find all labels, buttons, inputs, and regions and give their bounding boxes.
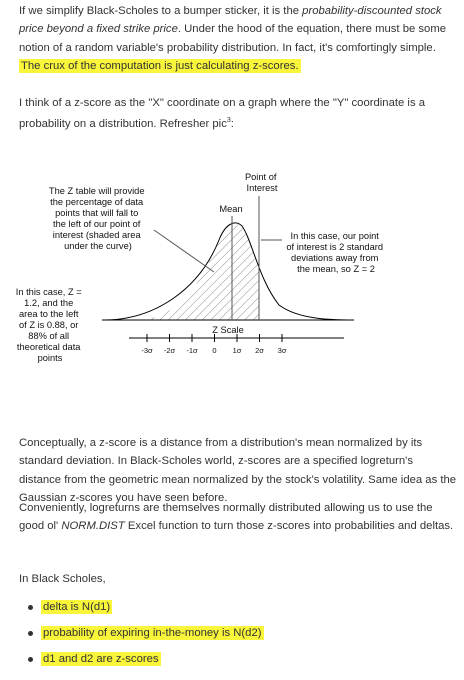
normal-distribution-diagram <box>14 160 404 400</box>
tick-label: 1σ <box>232 346 242 355</box>
z-score-figure <box>14 160 404 400</box>
tick-label: -3σ <box>141 346 153 355</box>
shaded-area <box>134 223 259 320</box>
list-item: d1 and d2 are z-scores <box>19 650 419 676</box>
convenient-paragraph <box>19 499 457 536</box>
intro-text-1: If we simplify Black-Scholes to a bumper sticker, it is the <box>19 5 303 17</box>
conceptual-paragraph: Conceptually, a z-score is a distance from a distribution's mean normalized by its standard deviation. In Black-Scholes world, z-scores are a specified logreturn's distance from the geometric mean normalized by the stock's volatility. Same idea as the Gaussian z-scores you have seen before. <box>19 437 457 504</box>
tick-label: -2σ <box>163 346 176 355</box>
intro-text-2: . Under the hood of the equation, there must be some notion of a random variable's probability distribution. In fact, it's comfortingly simple. <box>19 23 447 54</box>
highlighted-crux: The crux of the computation is just calculating z-scores. <box>21 59 299 72</box>
intro-emphasis: probability-discounted stock price beyond a fixed strike price <box>19 5 442 36</box>
footnote-link[interactable]: 3 <box>226 117 231 125</box>
tick-label: 0 <box>212 346 217 355</box>
tick-label: 2σ <box>255 346 264 355</box>
intro-paragraph <box>19 2 457 75</box>
tick-label: 3σ <box>277 346 287 355</box>
black-scholes-list <box>19 598 419 676</box>
convenient-text-2: Excel function to turn those z-scores into probabilities and deltas. <box>124 520 454 533</box>
norm-dist-emphasis: NORM.DIST <box>61 520 125 533</box>
label-z-table: The Z table will provide the percentage of data points that will fall to the left of our point of interest (shaded area under the curve) <box>48 186 145 251</box>
list-item: probability of expiring in-the-money is N(d2) <box>19 624 419 650</box>
black-scholes-heading: In Black Scholes, <box>19 573 106 585</box>
zscore-suffix: : <box>230 118 234 131</box>
zscore-paragraph <box>19 94 457 133</box>
list-item: delta is N(d1) <box>19 598 419 624</box>
convenient-text-1: Conveniently, logreturns are themselves normally distributed allowing us to use the good ol' <box>19 502 433 533</box>
label-case-right: In this case, our point of interest is 2 standard deviations away from the mean, so Z = 2 <box>286 231 384 274</box>
label-z-scale: Z Scale <box>212 325 244 335</box>
pointer-z-table <box>154 230 214 272</box>
tick-labels <box>141 346 286 355</box>
label-case-left: In this case, Z = 1.2, and the area to the left of Z is 0.88, or 88% of all theoretical data points <box>15 287 82 363</box>
label-point-of-interest: Point of Interest <box>244 172 278 193</box>
zscore-text: I think of a z-score as the "X" coordinate on a graph where the "Y" coordinate is a probability on a distribution. Refresher pic <box>19 97 426 131</box>
tick-label: -1σ <box>186 346 198 355</box>
label-mean: Mean <box>219 204 243 214</box>
